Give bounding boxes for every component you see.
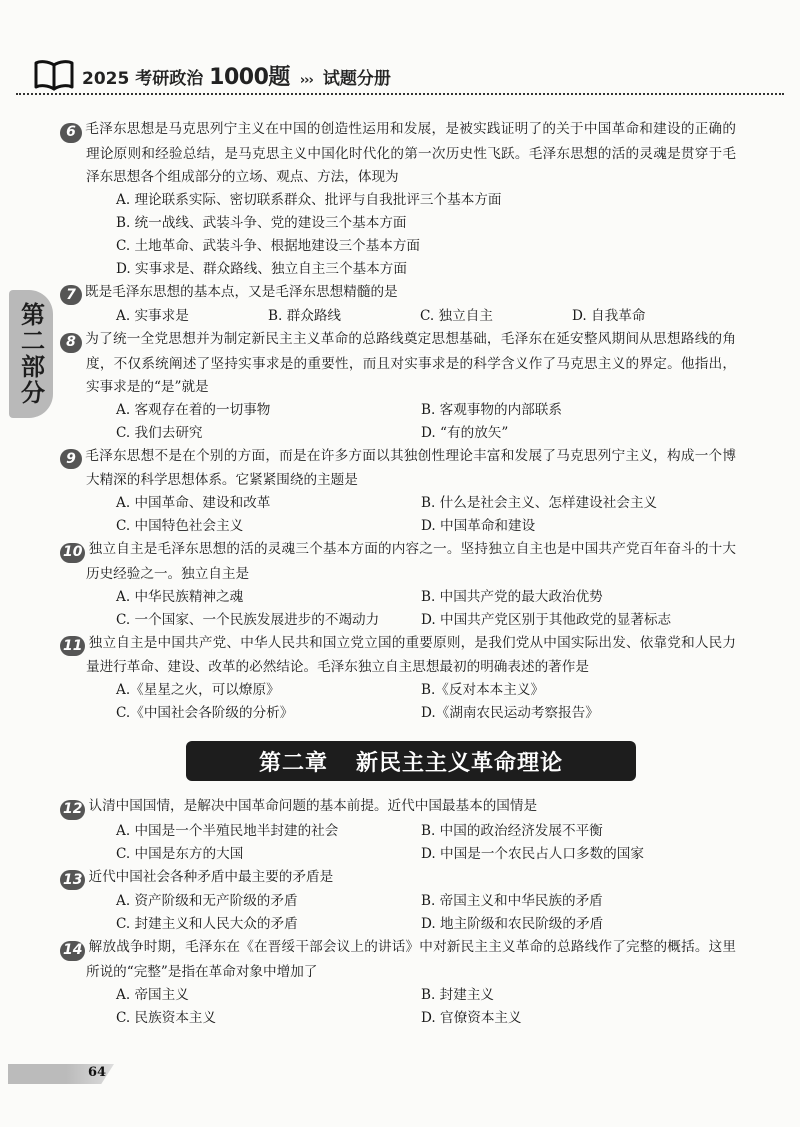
question-stem xyxy=(63,866,736,891)
open-book-icon xyxy=(34,59,74,91)
question-stem xyxy=(66,328,736,399)
questions-bottom xyxy=(63,795,736,1030)
header-divider xyxy=(16,93,784,95)
chapter-number: 第二章 xyxy=(258,750,328,776)
book-series: 1000题 xyxy=(209,64,290,90)
answer-option: C. 封建主义和人民大众的矛盾 xyxy=(116,916,298,932)
question-item xyxy=(63,538,736,632)
question-text: 解放战争时期，毛泽东在《在晋绥干部会议上的讲话》中对新民主主义革命的总路线作了完整的概括。这里所说的“完整”是指在革命对象中增加了 xyxy=(86,939,736,980)
chapter-banner-wrap xyxy=(86,741,736,781)
question-number-badge: 7 xyxy=(60,285,82,305)
question-number-badge: 11 xyxy=(60,636,85,656)
book-title xyxy=(82,60,391,91)
chevrons-icon: ››› xyxy=(299,72,313,88)
question-text: 既是毛泽东思想的基本点，又是毛泽东思想精髓的是 xyxy=(85,283,398,300)
question-number-badge: 14 xyxy=(60,941,85,961)
question-item xyxy=(63,936,736,1030)
answer-option: B. 中国的政治经济发展不平衡 xyxy=(421,822,603,839)
options-group xyxy=(86,586,736,632)
question-stem xyxy=(66,118,736,189)
options-group xyxy=(86,820,736,866)
answer-option: B. 什么是社会主义、怎样建设社会主义 xyxy=(421,495,658,511)
chapter-title: 新民主主义革命理论 xyxy=(356,750,564,776)
question-stem xyxy=(63,538,736,586)
question-item xyxy=(66,281,736,329)
answer-option: A. 中华民族精神之魂 xyxy=(116,588,244,605)
answer-option: D. 实事求是、群众路线、独立自主三个基本方面 xyxy=(116,260,407,277)
question-stem xyxy=(66,445,736,493)
question-stem xyxy=(63,632,736,680)
answer-option: B.《反对本本主义》 xyxy=(421,682,545,698)
answer-option: A. 帝国主义 xyxy=(116,986,189,1003)
question-text: 近代中国社会各种矛盾中最主要的矛盾是 xyxy=(88,868,334,885)
answer-option: D. 官僚资本主义 xyxy=(421,1009,522,1026)
question-number-badge: 8 xyxy=(60,333,82,353)
question-stem xyxy=(63,936,736,984)
question-item xyxy=(66,118,736,281)
question-stem xyxy=(66,281,736,306)
question-text: 毛泽东思想不是在个别的方面，而是在许多方面以其独创性理论丰富和发展了马克思列宁主义，构成一个博大精深的科学思想体系。它紧紧围绕的主题是 xyxy=(85,447,736,488)
options-group xyxy=(86,305,736,328)
question-number-badge: 12 xyxy=(60,800,85,820)
question-text: 认清中国国情，是解决中国革命问题的基本前提。近代中国最基本的国情是 xyxy=(88,798,538,814)
answer-option: C. 民族资本主义 xyxy=(116,1009,217,1026)
answer-option: C. 一个国家、一个民族发展进步的不竭动力 xyxy=(116,611,380,628)
answer-option: D.《湖南农民运动考察报告》 xyxy=(421,705,599,721)
answer-option: C. 中国是东方的大国 xyxy=(116,845,244,862)
question-text: 独立自主是毛泽东思想的活的灵魂三个基本方面的内容之一。坚持独立自主也是中国共产党百年奋斗的十大历史经验之一。独立自主是 xyxy=(86,541,736,582)
question-item xyxy=(66,328,736,445)
question-stem xyxy=(63,795,736,820)
answer-option: A. 中国是一个半殖民地半封建的社会 xyxy=(116,822,339,839)
question-item xyxy=(63,632,736,726)
options-group xyxy=(86,399,736,445)
book-section: 试题分册 xyxy=(322,68,391,89)
question-item xyxy=(63,795,736,866)
answer-option: B. 中国共产党的最大政治优势 xyxy=(421,588,603,605)
answer-option: C.《中国社会各阶级的分析》 xyxy=(116,705,294,721)
answer-option: A. 实事求是 xyxy=(116,308,189,324)
answer-option: A. 理论联系实际、密切联系群众、批评与自我批评三个基本方面 xyxy=(116,191,502,208)
answer-option: C. 土地革命、武装斗争、根据地建设三个基本方面 xyxy=(116,237,421,254)
question-text: 独立自主是中国共产党、中华人民共和国立党立国的重要原则，是我们党从中国实际出发、依靠党和人民力量进行革命、建设、改革的必然结论。毛泽东独立自主思想最初的明确表述的著作是 xyxy=(86,634,736,675)
book-year: 2025 xyxy=(82,68,130,89)
answer-option: D. 地主阶级和农民阶级的矛盾 xyxy=(421,916,604,932)
question-content xyxy=(63,118,736,1030)
answer-option: D. 中国共产党区别于其他政党的显著标志 xyxy=(421,611,672,628)
options-group xyxy=(86,492,736,538)
questions-top xyxy=(63,118,736,725)
answer-option: A. 中国革命、建设和改革 xyxy=(116,495,271,511)
book-subject: 考研政治 xyxy=(135,68,204,89)
question-item xyxy=(66,445,736,539)
answer-option: C. 中国特色社会主义 xyxy=(116,518,244,534)
answer-option: D. “有的放矢” xyxy=(421,424,509,441)
options-group xyxy=(86,679,736,725)
options-group xyxy=(86,890,736,936)
answer-option: C. 独立自主 xyxy=(420,308,493,324)
part-side-tab xyxy=(9,290,53,418)
page-header xyxy=(34,58,774,92)
question-number-badge: 13 xyxy=(60,870,85,890)
question-number-badge: 9 xyxy=(60,449,82,469)
answer-option: B. 群众路线 xyxy=(268,308,342,324)
answer-option: D. 自我革命 xyxy=(572,308,646,324)
answer-option: B. 客观事物的内部联系 xyxy=(421,401,562,418)
page-number: 64 xyxy=(88,1065,107,1080)
question-text: 为了统一全党思想并为制定新民主主义革命的总路线奠定思想基础，毛泽东在延安整风期间从思想路线的角度，不仅系统阐述了坚持实事求是的重要性，而且对实事求是的科学含义作了马克思主义的界定。他指出，实事求是的“是”就是 xyxy=(85,331,736,395)
answer-option: A. 客观存在着的一切事物 xyxy=(116,401,271,418)
question-number-badge: 6 xyxy=(60,123,82,143)
part-label: 第二部分 xyxy=(16,302,45,406)
options-group xyxy=(86,189,736,281)
question-number-badge: 10 xyxy=(60,543,85,563)
answer-option: B. 统一战线、武装斗争、党的建设三个基本方面 xyxy=(116,214,407,231)
chapter-banner xyxy=(186,741,636,781)
question-text: 毛泽东思想是马克思列宁主义在中国的创造性运用和发展，是被实践证明了的关于中国革命和建设的正确的理论原则和经验总结，是马克思主义中国化时代化的第一次历史性飞跃。毛泽东思想的活的灵魂是贯穿于毛泽东思想各个组成部分的立场、观点、方法，体现为 xyxy=(85,121,736,185)
question-item xyxy=(63,866,736,937)
answer-option: B. 帝国主义和中华民族的矛盾 xyxy=(421,893,603,909)
answer-option: D. 中国是一个农民占人口多数的国家 xyxy=(421,845,644,862)
answer-option: C. 我们去研究 xyxy=(116,424,203,441)
answer-option: D. 中国革命和建设 xyxy=(421,518,536,534)
answer-option: A.《星星之火，可以燎原》 xyxy=(116,682,280,698)
answer-option: B. 封建主义 xyxy=(421,986,495,1003)
answer-option: A. 资产阶级和无产阶级的矛盾 xyxy=(116,893,298,909)
options-group xyxy=(86,984,736,1030)
